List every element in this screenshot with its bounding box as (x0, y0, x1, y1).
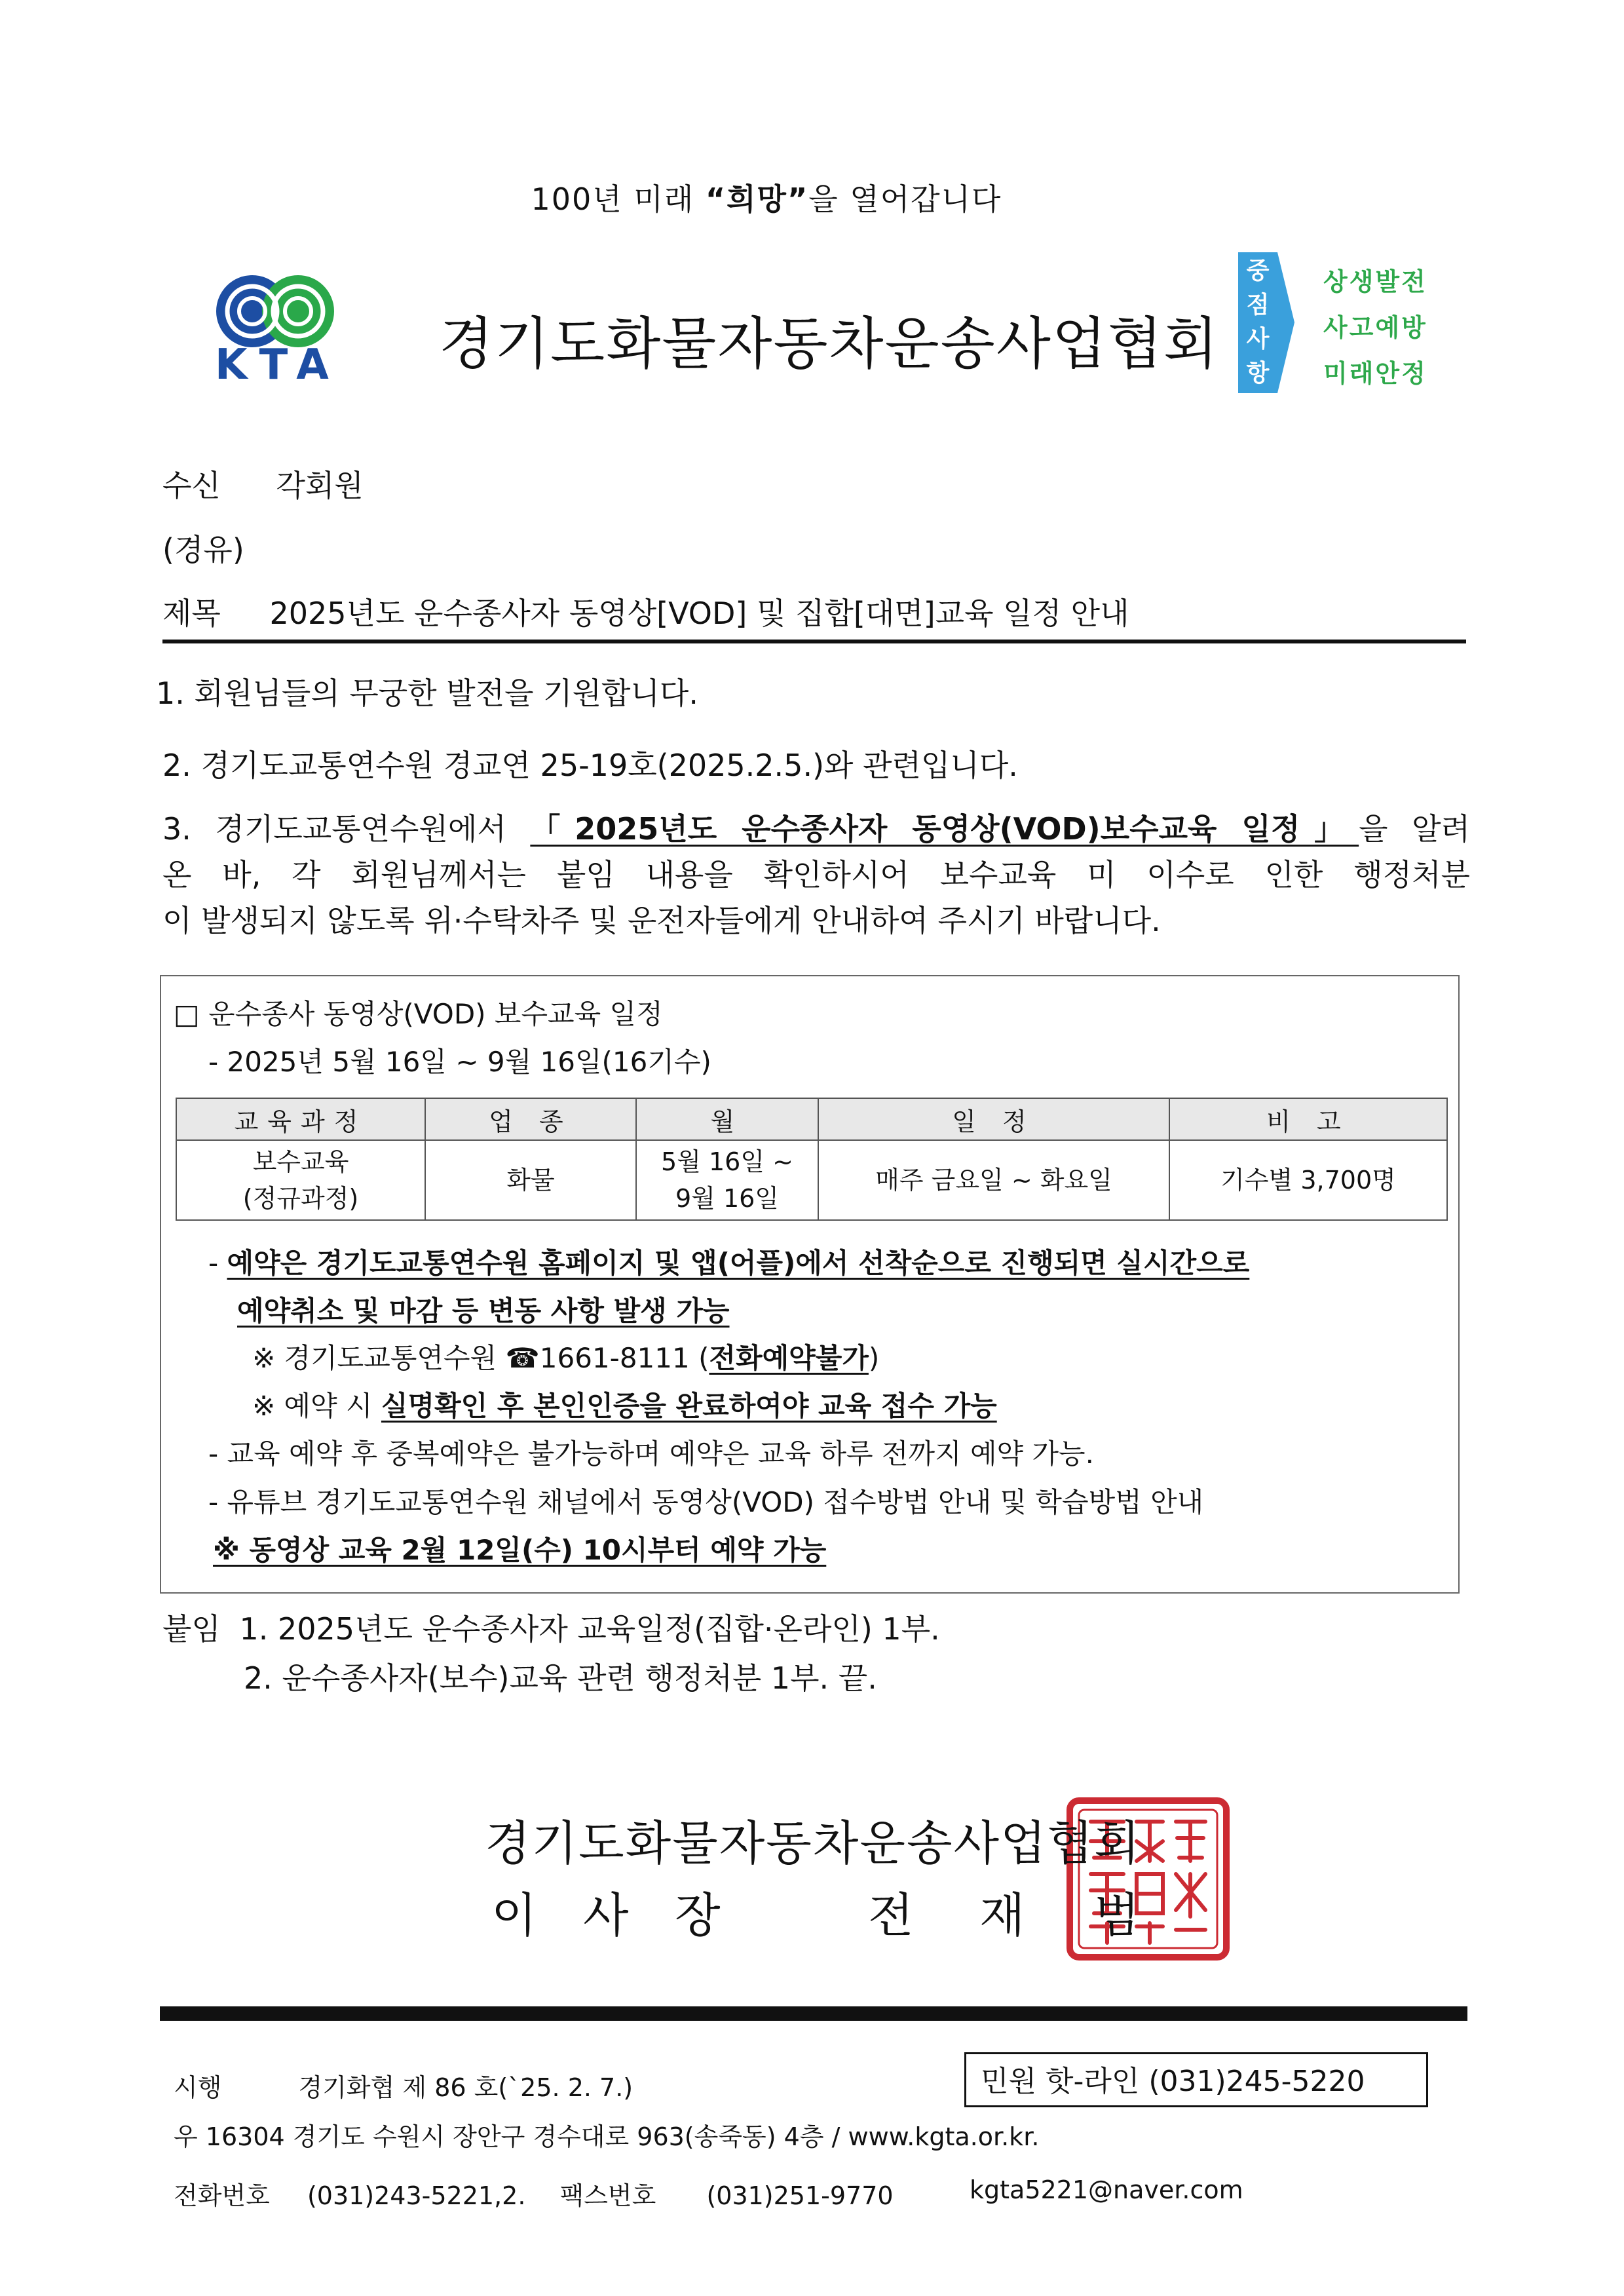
priority-badge (1238, 252, 1294, 393)
sig-char: 사 (583, 1888, 629, 1943)
org-title: 경기도화물자동차운송사업협회 (439, 311, 1220, 377)
note-1-cont (237, 1290, 730, 1329)
fax-value: (031)251-9770 (706, 2181, 894, 2210)
enforce-row (174, 2067, 633, 2103)
p3-pre: 3. 경기도교통연수원에서 (162, 811, 531, 847)
course-line: (정규과정) (242, 1184, 359, 1213)
fax-label: 팩스번호 (559, 2181, 656, 2210)
month-line: 5월 16일 ~ (661, 1147, 793, 1176)
note-5: - 유튜브 경기도교통연수원 채널에서 동영상(VOD) 접수방법 안내 및 학습방법 안내 (208, 1486, 1204, 1518)
recipient-label: 수신 (162, 468, 221, 503)
note-4: - 교육 예약 후 중복예약은 불가능하며 예약은 교육 하루 전까지 예약 가능. (208, 1438, 1094, 1470)
paragraph-3-line-1 (162, 806, 1470, 852)
note-6: ※ 동영상 교육 2월 12일(수) 10시부터 예약 가능 (213, 1534, 827, 1566)
hotline-box: 민원 핫-라인 (031)245-5220 (964, 2052, 1428, 2107)
recipient-row (162, 462, 364, 505)
slogan-text: 100년 미래 (531, 182, 706, 217)
col-industry: 업 종 (425, 1098, 636, 1140)
col-month: 월 (636, 1098, 818, 1140)
table-header-row (176, 1098, 1447, 1140)
cell-note: 기수별 3,700명 (1169, 1140, 1447, 1220)
badge-char: 점 (1246, 292, 1270, 318)
subject-divider (162, 640, 1466, 643)
signature-org: 경기도화물자동차운송사업협회 (485, 1816, 1141, 1871)
sig-char: 이 (491, 1888, 537, 1943)
attachment-1 (162, 1605, 940, 1649)
note-3-highlight: 실명확인 후 본인인증을 완료하여야 교육 접수 가능 (381, 1390, 997, 1422)
footer-divider (160, 2006, 1467, 2021)
recipient-value: 각회원 (276, 468, 364, 503)
note-3 (252, 1385, 997, 1424)
motto: 상생발전 (1323, 267, 1427, 296)
phone-label: 전화번호 (174, 2181, 270, 2210)
subject-value: 2025년도 운수종사자 동영상[VOD] 및 집합[대면]교육 일정 안내 (269, 596, 1129, 631)
sig-char: 전 (868, 1888, 914, 1943)
phone-value: (031)243-5221,2. (307, 2181, 526, 2210)
box-period: - 2025년 5월 16일 ~ 9월 16일(16기수) (208, 1046, 711, 1078)
table-row (176, 1140, 1447, 1220)
paragraph-3 (162, 806, 1470, 944)
motto: 사고예방 (1323, 313, 1427, 342)
sig-char: 범 (1094, 1888, 1140, 1943)
note-1-line-1: 예약은 경기도교통연수원 홈페이지 및 앱(어플)에서 선착순으로 진행되면 실시간으로 (227, 1247, 1250, 1279)
slogan-highlight: “희망” (705, 182, 809, 217)
attachment-label: 붙임 (162, 1611, 221, 1647)
subject-label: 제목 (162, 596, 221, 631)
note-2-pre: ※ 경기도교통연수원 ☎1661-8111 ( (252, 1342, 709, 1374)
note-2-highlight: 전화예약불가 (709, 1342, 869, 1374)
slogan-text-end: 을 열어갑니다 (808, 182, 1002, 217)
via-row: (경유) (162, 532, 244, 567)
subject-row (162, 590, 1129, 633)
logo-text: KTA (215, 341, 341, 389)
paragraph-3-line-3: 이 발생되지 않도록 위·수탁차주 및 운전자들에게 안내하여 주시기 바랍니다. (162, 903, 1161, 938)
attachment-2: 2. 운수종사자(보수)교육 관련 행정처분 1부. 끝. (244, 1660, 877, 1696)
note-2 (252, 1337, 879, 1376)
p3-post: 을 알려 (1359, 811, 1470, 847)
note-2-post: ) (868, 1342, 880, 1374)
attachment-1-text: 1. 2025년도 운수종사자 교육일정(집합·온라인) 1부. (239, 1611, 940, 1647)
paragraph-2: 2. 경기도교통연수원 경교연 25-19호(2025.2.5.)와 관련입니다. (162, 748, 1018, 783)
p3-highlight: 「2025년도 운수종사자 동영상(VOD)보수교육 일정」 (530, 811, 1359, 847)
motto: 미래안정 (1323, 359, 1427, 388)
note-1 (208, 1242, 1249, 1281)
sig-char: 재 (979, 1888, 1025, 1943)
course-line: 보수교육 (252, 1147, 349, 1176)
mottos (1323, 259, 1427, 396)
cell-industry: 화물 (425, 1140, 636, 1220)
col-note: 비 고 (1169, 1098, 1447, 1140)
enforce-value: 경기화협 제 86 호(`25. 2. 7.) (298, 2073, 633, 2102)
box-title: □ 운수종사 동영상(VOD) 보수교육 일정 (174, 998, 663, 1030)
badge-char: 중 (1246, 258, 1270, 284)
note-1-dash: - (208, 1247, 227, 1279)
contact-row (174, 2175, 1243, 2211)
month-line: 9월 16일 (675, 1184, 780, 1213)
address-line: 우 16304 경기도 수원시 장안구 경수대로 963(송죽동) 4층 / www.kgta.or.kr. (174, 2122, 1040, 2151)
slogan (0, 176, 1533, 219)
col-course: 교육과정 (176, 1098, 425, 1140)
cell-course (176, 1140, 425, 1220)
sig-char: 장 (675, 1888, 721, 1943)
cell-month (636, 1140, 818, 1220)
cell-schedule: 매주 금요일 ~ 화요일 (818, 1140, 1169, 1220)
enforce-label: 시행 (174, 2073, 222, 2102)
note-1-line-2: 예약취소 및 마감 등 변동 사항 발생 가능 (237, 1295, 730, 1327)
note-3-pre: ※ 예약 시 (252, 1390, 381, 1422)
paragraph-1: 1. 회원님들의 무궁한 발전을 기원합니다. (156, 676, 698, 711)
schedule-table (176, 1098, 1448, 1221)
col-schedule: 일 정 (818, 1098, 1169, 1140)
badge-char: 사 (1246, 326, 1270, 353)
paragraph-3-line-2: 온 바, 각 회원님께서는 붙임 내용을 확인하시어 보수교육 미 이수로 인한 행정처분 (162, 857, 1470, 892)
badge-char: 항 (1246, 360, 1270, 387)
email-value: kgta5221@naver.com (970, 2175, 1243, 2204)
